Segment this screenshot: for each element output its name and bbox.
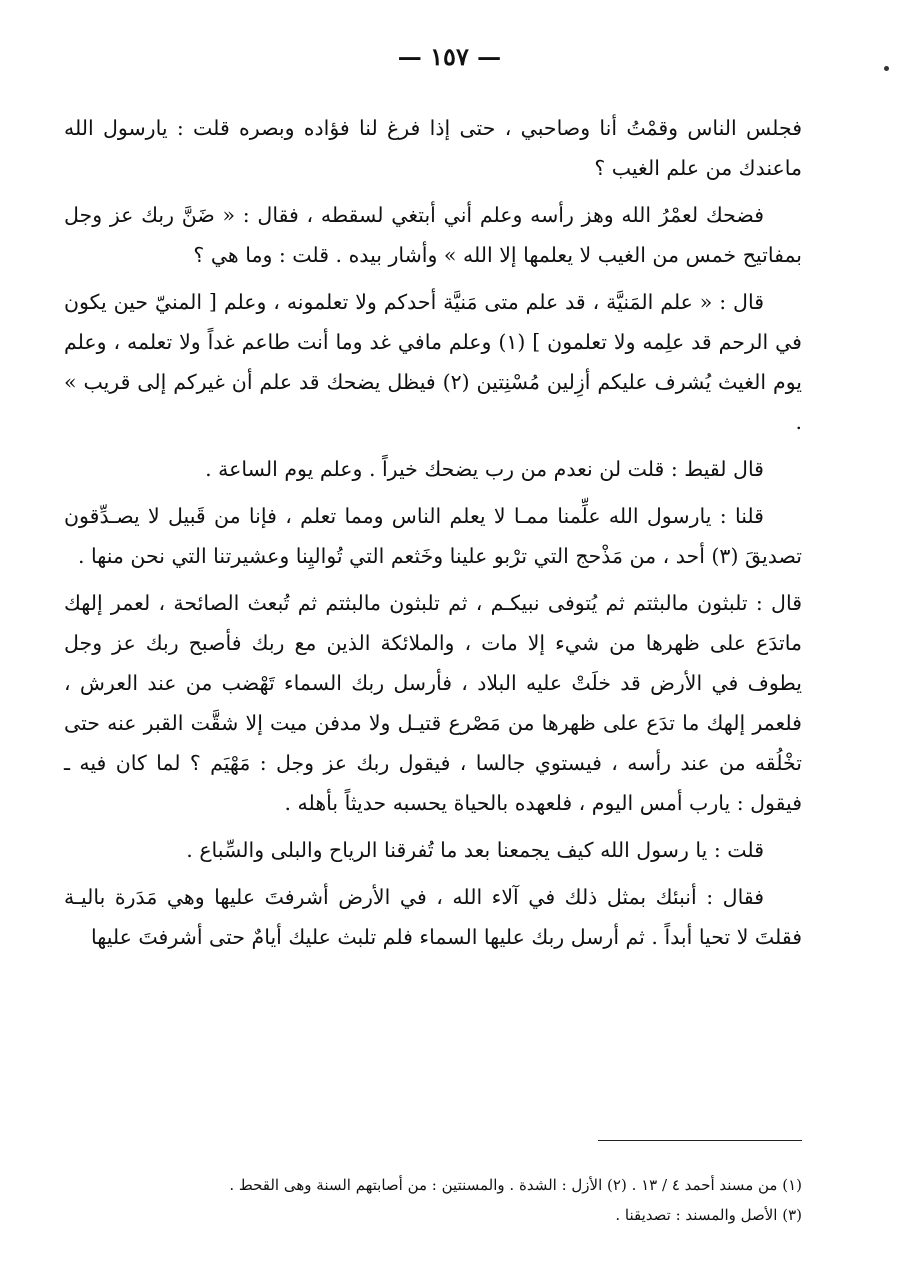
footnote-line-2: (٣) الأصل والمسند : تصديقنا .	[615, 1206, 802, 1224]
footnote-divider	[598, 1140, 802, 1141]
paragraph-2: فضحك لعمْرُ الله وهز رأسه وعلم أني أبتغي لسقطه ، فقال : « ضَنَّ ربك عز وجل بمفاتيح خمس من الغيب لا يعلمها إلا الله » وأشار بيده . قلت : وما هي ؟	[64, 203, 802, 267]
footnote-line-1: (١) من مسند أحمد ٤ / ١٣ . (٢) الأزل : الشدة . والمسنتين : من أصابتهم السنة وهى القحط .	[229, 1176, 802, 1194]
margin-mark	[884, 66, 889, 71]
footnotes	[64, 1170, 802, 1230]
body-text	[64, 108, 802, 964]
paragraph-3: قال : « علم المَنيَّة ، قد علم متى مَنيَّة أحدكم ولا تعلمونه ، وعلم [ المنيّ حين يكون في الرحم قد علِمه ولا تعلمون ] (١) وعلم مافي غد وما أنت طاعم غداً ولا تعلمه ، وعلم يوم الغيث يُشرف عليكم أزِلين مُسْنِتين (٢) فيظل يضحك قد علم أن غيركم إلى قريب » .	[64, 290, 802, 434]
paragraph-6: قال : تلبثون مالبثتم ثم يُتوفى نبيكـم ، ثم تلبثون مالبثتم ثم تُبعث الصائحة ، لعمر إلهك ماتدَع على ظهرها من شيء إلا مات ، والملائكة الذين مع ربك فأصبح ربك عز وجل يطوف في الأرض قد خلَتْ عليه البلاد ، فأرسل ربك السماء تَهْضب من عند العرش ، فلعمر إلهك ما تدَع على ظهرها من مَصْرع قتيـل ولا مدفن ميت إلا شقَّت القبر عنه حتى تخْلُقه من عند رأسه ، فيستوي جالسا ، فيقول ربك عز وجل : مَهْيَم ؟ لما كان فيه ـ فيقول : يارب أمس اليوم ، فلعهده بالحياة يحسبه حديثاً بأهله .	[64, 591, 802, 815]
paragraph-5: قلنا : يارسول الله علِّمنا ممـا لا يعلم الناس ومما تعلم ، فإنا من قَبيل لا يصـدِّقون تصديقَ (٣) أحد ، من مَذْحج التي ترْبو علينا وخَثعم التي تُواليِنا وعشيرتنا التي نحن منها .	[64, 504, 802, 568]
paragraph-7: قلت : يا رسول الله كيف يجمعنا بعد ما تُفرقنا الرياح والبلى والسِّباع .	[186, 838, 764, 862]
paragraph-8: فقال : أنبئك بمثل ذلك في آلاء الله ، في الأرض أشرفتَ عليها وهي مَدَرة باليـة فقلتَ لا تحيا أبداً . ثم أرسل ربك عليها السماء فلم تلبث عليك أيامٌ حتى أشرفتَ عليها	[64, 885, 802, 949]
paragraph-1: فجلس الناس وقمْتُ أنا وصاحبي ، حتى إذا فرغ لنا فؤاده وبصره قلت : يارسول الله ماعندك من علم الغيب ؟	[64, 116, 802, 180]
paragraph-4: قال لقيط : قلت لن نعدم من رب يضحك خيراً . وعلم يوم الساعة .	[205, 457, 764, 481]
page-number: — ١٥٧ —	[397, 42, 502, 71]
